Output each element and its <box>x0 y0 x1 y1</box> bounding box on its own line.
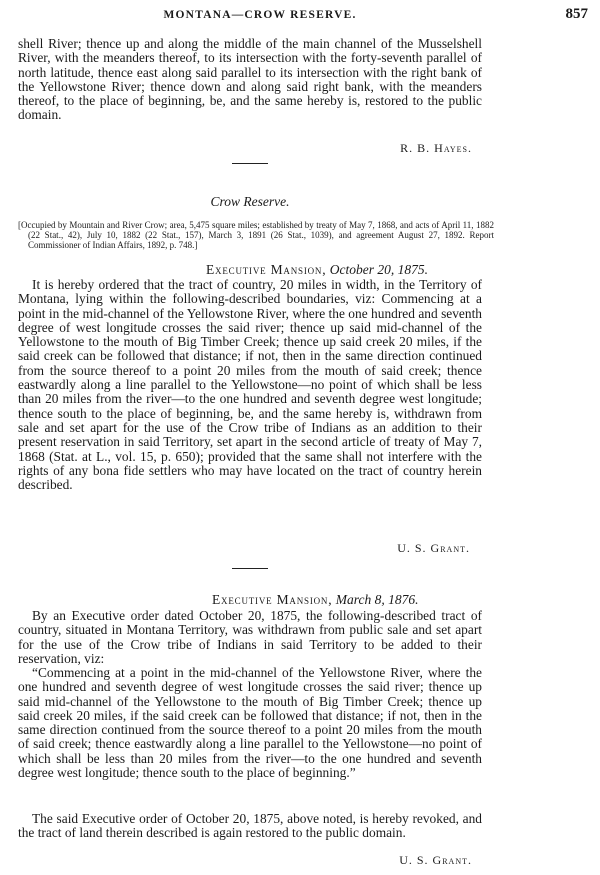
dateline-place: Executive Mansion, <box>212 592 333 607</box>
section-title: Crow Reserve. <box>210 194 290 209</box>
signature-grant-1876: U. S. Grant. <box>399 853 472 867</box>
signature-grant-1875: U. S. Grant. <box>397 541 470 555</box>
order-1875-paragraph: It is hereby ordered that the tract of country, 20 miles in width, in the Territory of Montana, lying within the following-described boundaries, viz: Commencing at a point in the mid-channel of the Yellowstone River, where the one hundred and seventh degree of west longitude crosses the said river; thence up said mid-channel of the Yellowstone to the mouth of Big Timber Creek; thence up said creek 20 miles, if the said creek can be followed that distance; if not, then in the same direction continued from the source thereof to a point 20 miles from the mouth of said creek; thence eastwardly along a line parallel to the Yellowstone—no point of which shall be less than 20 miles from the river—to the one hundred and seventh degree west longitude; thence south to the place of beginning, be, and the same hereby is, withdrawn from sale and set apart for the use of the Crow tribe of Indians as an addition to their present reservation in said Territory, set apart in the second article of treaty of May 7, 1868 (Stat. at L., vol. 15, p. 650); provided that the same shall not interfere with the rights of any bona fide settlers who may have located on the tract of country herein described. <box>18 277 482 493</box>
order-1876-paragraph-3: The said Executive order of October 20, 1875, above noted, is hereby revoked, and the tract of land therein described is again restored to the public domain. <box>18 811 482 841</box>
section-note: [Occupied by Mountain and River Crow; area, 5,475 square miles; established by treaty of May 7, 1868, and acts of April 11, 1882 (22 Stat., 42), July 10, 1882 (22 Stat., 157), March 3, 1891 (26 Stat., 1039), and agreement August 27, 1892. Report Commissioner of Indian Affairs, 1892, p. 748.] <box>18 220 494 250</box>
dateline-1875 <box>206 262 428 278</box>
dateline-place: Executive Mansion, <box>206 262 327 277</box>
order-1876-paragraph-1: By an Executive order dated October 20, 1875, the following-described tract of country, situated in Montana Territory, was withdrawn from public sale and set apart for the use of the Crow tribe of Indians in said Territory to be added to their reservation, viz: <box>18 608 482 666</box>
dateline-date: March 8, 1876. <box>335 592 419 607</box>
order-1876-paragraph-2: “Commencing at a point in the mid-channel of the Yellowstone River, where the one hundred and seventh degree of west longitude crosses the said river; thence up said mid-channel of the Yellowstone to the mouth of Big Timber Creek; thence up said creek 20 miles, if the said creek can be followed that distance; if not, then in the same direction continued from the source thereof to a point 20 miles from the mouth of said creek; thence eastwardly along a line parallel to the Yellowstone—no point of which shall be less than 20 miles from the river—to the one hundred and seventh degree west longitude; thence south to the place of beginning.” <box>18 665 482 781</box>
section-divider <box>232 163 268 164</box>
dateline-date: October 20, 1875. <box>329 262 429 277</box>
running-head <box>0 6 600 26</box>
order-divider <box>232 568 268 569</box>
page-number: 857 <box>565 6 588 22</box>
opening-paragraph: shell River; thence up and along the middle of the main channel of the Musselshell River, with the meanders thereof, to its intersection with the forty-seventh parallel of north latitude, thence east along said parallel to its intersection with the right bank of the Yellowstone River; thence down and along said right bank, with the meanders thereof, to the place of beginning, be, and the same hereby is, restored to the public domain. <box>18 36 482 123</box>
running-title: MONTANA—CROW RESERVE. <box>163 9 357 21</box>
dateline-1876 <box>212 592 419 608</box>
signature-hayes: R. B. Hayes. <box>400 141 472 155</box>
